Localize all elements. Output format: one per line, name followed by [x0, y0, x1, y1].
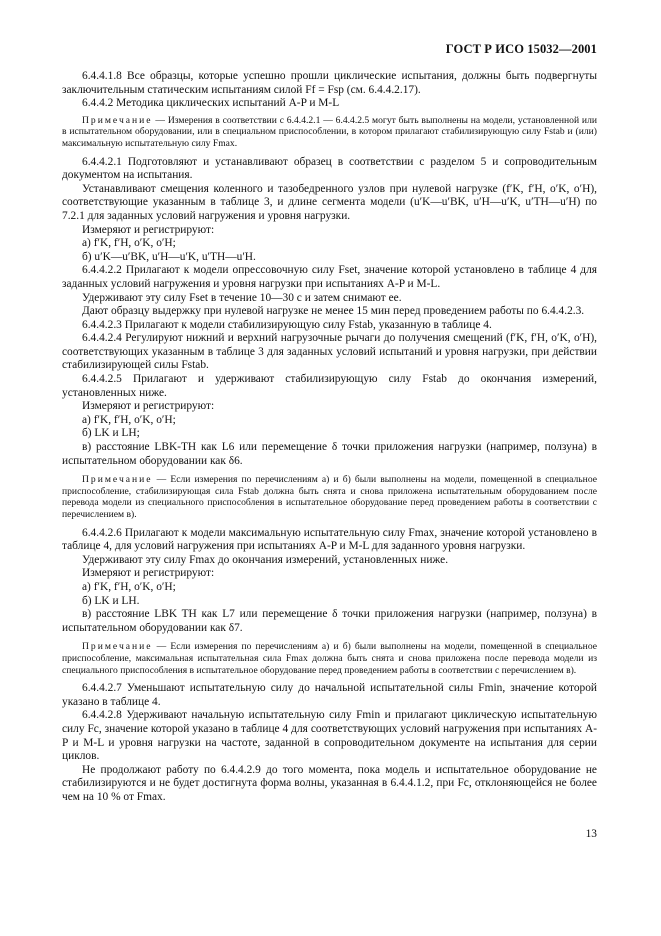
body-paragraph: в) расстояние LBK-TH как L6 или перемещение δ точки приложения нагрузки (например, ползуна) в испытательном оборудовании как δ6.: [62, 441, 597, 467]
body-paragraph: 6.4.4.2.3 Прилагают к модели стабилизирующую силу Fstab, указанную в таблице 4.: [82, 318, 492, 331]
note-label: Примечание: [82, 641, 153, 653]
body-paragraph: Устанавливают смещения коленного и тазобедренного узлов при нулевой нагрузке (f′K, f′H, o′K, o′H), соответствующие указанным в таблице 3, и длине сегмента модели (u′K—u′BK, u′H—u′K, u′TH—u′H) по 7.2.1 для заданных условий нагружения и уровня нагрузки.: [62, 182, 597, 222]
body-paragraph: Дают образцу выдержку при нулевой нагрузке не менее 15 мин перед проведением работы по 6.4.4.2.3.: [82, 305, 585, 318]
body-paragraph: в) расстояние LBK TH как L7 или перемещение δ точки приложения нагрузки (например, ползуна) в испытательном оборудовании как δ7.: [62, 608, 597, 634]
note-paragraph: [62, 641, 597, 676]
body-paragraph: 6.4.4.2 Методика циклических испытаний A-P и M-L: [82, 97, 340, 110]
body-paragraph: Удерживают эту силу Fmax до окончания измерений, установленных ниже.: [82, 553, 449, 566]
standard-code-header: ГОСТ Р ИСО 15032—2001: [445, 42, 597, 56]
body-paragraph: 6.4.4.2.4 Регулируют нижний и верхний нагрузочные рычаги до получения смещений (f′K, f′H, o′K, o′H), соответствующих указанным в таблице 3 для заданных условий испытаний и уровня нагрузки, при действии стабилизирующей силы Fstab.: [62, 332, 597, 372]
note-text: — Если измерения по перечислениям а) и б) были выполнены на модели, помещенной в специальное приспособление, стабилизирующая сила Fstab должна быть снята и снова приложена испытательным оборудованием после перевода модели из специального приспособления в испытательное оборудование перед проведением работы в соответствии с перечислением в).: [62, 474, 597, 520]
body-paragraph: а) f′K, f′H, o′K, o′H;: [82, 580, 176, 593]
body-paragraph: 6.4.4.2.7 Уменьшают испытательную силу до начальной испытательной силы Fmin, значение которой указано в таблице 4.: [62, 682, 597, 708]
body-paragraph: 6.4.4.2.6 Прилагают к модели максимальную испытательную силу Fmax, значение которой установлено в таблице 4, для условий нагружения при испытаниях A-P и M-L для заданного уровня нагрузки.: [62, 526, 597, 553]
body-paragraph: а) f′K, f′H, o′K, o′H;: [82, 237, 176, 250]
note-text: — Измерения в соответствии с 6.4.4.2.1 — 6.4.4.2.5 могут быть выполнены на модели, установленной или в испытательном оборудовании, или в специальном приспособлении, в котором прилагают стабилизирующую силу Fstab и (или) максимальную испытательную силу Fmax.: [62, 114, 597, 149]
body-paragraph: 6.4.4.2.5 Прилагают и удерживают стабилизирующую силу Fstab до окончания измерений, установленных ниже.: [62, 373, 597, 399]
document-body: [62, 70, 597, 804]
body-paragraph: Измеряют и регистрируют:: [82, 400, 215, 413]
body-paragraph: Не продолжают работу по 6.4.4.2.9 до того момента, пока модель и испытательное оборудование не стабилизируются и не будет достигнута форма волны, указанная в 6.4.4.1.2, при Fc, отклоняющейся не более чем на 10 % от Fmax.: [62, 763, 597, 803]
note-paragraph: [62, 474, 597, 520]
body-paragraph: Удерживают эту силу Fset в течение 10—30 с и затем снимают ее.: [82, 291, 402, 304]
body-paragraph: Измеряют и регистрируют:: [82, 223, 215, 236]
page-number: 13: [585, 828, 597, 840]
body-paragraph: а) f′K, f′H, o′K, o′H;: [82, 413, 176, 426]
body-paragraph: б) LK и LH;: [82, 427, 140, 440]
note-text: — Если измерения по перечислениям а) и б) были выполнены на модели, помещенной в специальное приспособление, максимальная испытательная сила Fmax должна быть снята и снова приложена после перевода модели из специального приспособления в испытательное оборудование перед проведением работы в соответствии с перечислением в).: [62, 641, 597, 676]
note-paragraph: [62, 115, 597, 150]
body-paragraph: 6.4.4.1.8 Все образцы, которые успешно прошли циклические испытания, должны быть подвергнуты заключительным статическим испытаниям силой Ff = Fsp (см. 6.4.4.2.17).: [62, 70, 597, 96]
body-paragraph: б) LK и LH.: [82, 594, 140, 607]
body-paragraph: б) u′K—u′BK, u′H—u′K, u′TH—u′H.: [82, 250, 256, 263]
note-label: Примечание: [82, 474, 153, 486]
body-paragraph: 6.4.4.2.8 Удерживают начальную испытательную силу Fmin и прилагают циклическую испытательную силу Fc, значение которой указано в таблице 4 для соответствующих условий нагружения при испытаниях A-P и M-L и уровня нагрузки на частоте, заданной в сопроводительном документе на испытания для серии циклов.: [62, 709, 597, 763]
body-paragraph: Измеряют и регистрируют:: [82, 567, 215, 580]
body-paragraph: 6.4.4.2.2 Прилагают к модели опрессовочную силу Fset, значение которой установлено в таблице 4 для заданных условий нагружения и уровня нагрузки при испытаниях A-P и M-L.: [62, 264, 597, 290]
note-label: Примечание: [82, 114, 153, 126]
body-paragraph: 6.4.4.2.1 Подготовляют и устанавливают образец в соответствии с разделом 5 и сопроводительным документом на испытания.: [62, 155, 597, 182]
